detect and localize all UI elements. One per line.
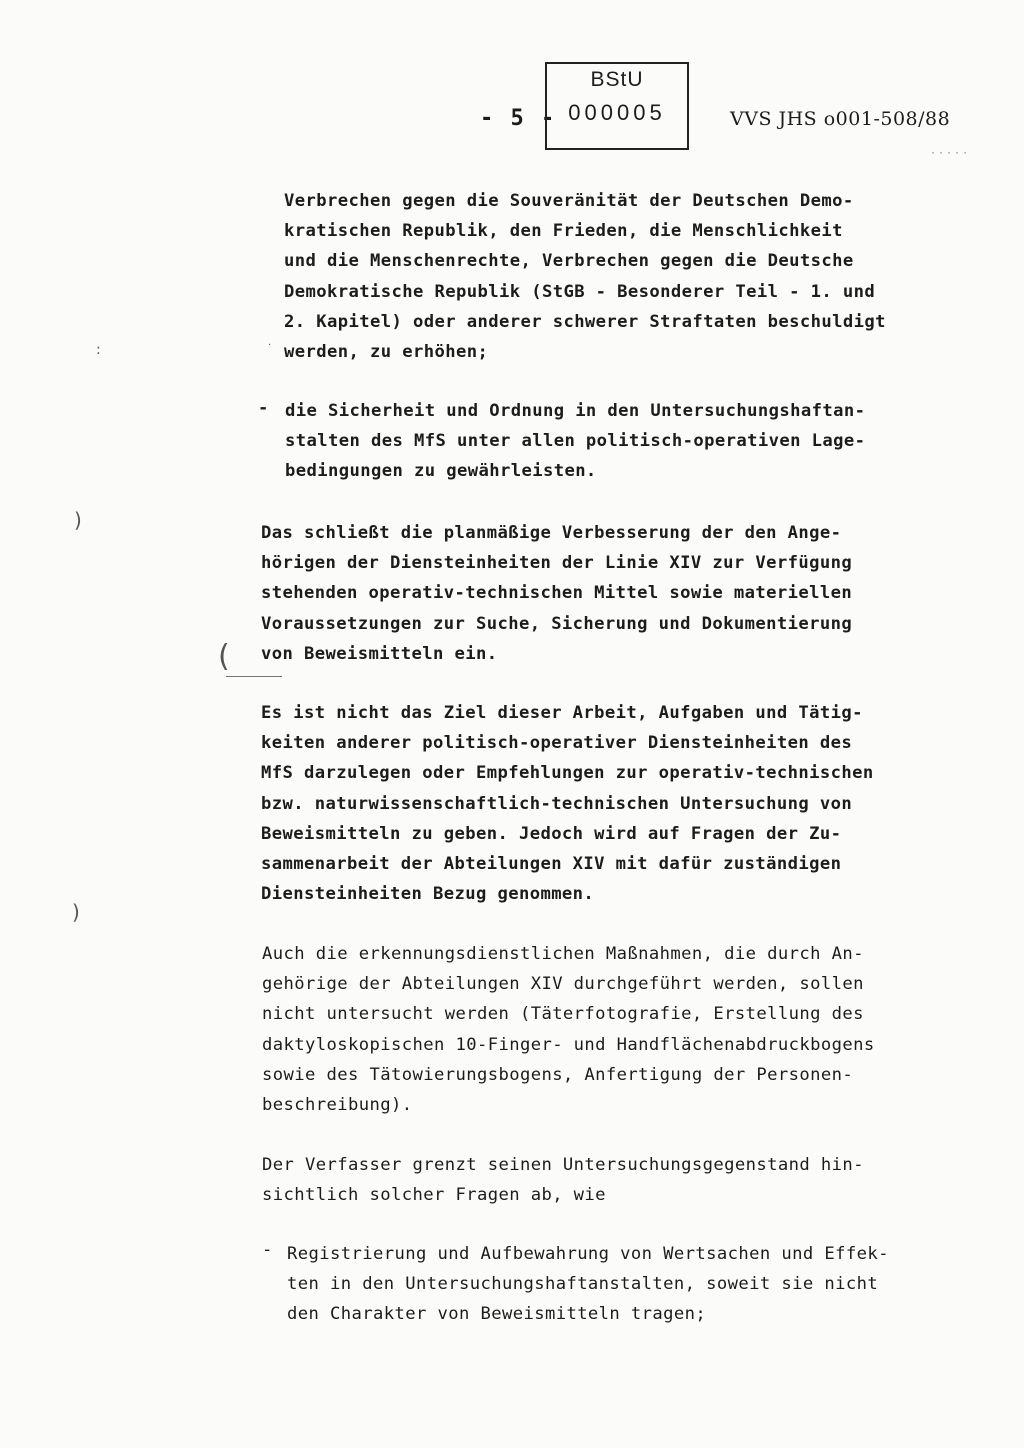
bullet-item [285, 396, 865, 487]
text-line: und die Menschenrechte, Verbrechen gegen die Deutsche [284, 251, 854, 272]
document-reference: VVS JHS o001-508/88 [730, 108, 951, 130]
text-line: 2. Kapitel) oder anderer schwerer Straftaten beschuldigt [284, 311, 886, 332]
bullet-item [287, 1239, 889, 1330]
text-line: werden, zu erhöhen; [284, 342, 489, 363]
text-line: stalten des MfS unter allen politisch-operativen Lage- [285, 431, 866, 452]
bullet-dash: - [262, 1240, 273, 1260]
paragraph [261, 698, 874, 909]
margin-stroke-mark [226, 676, 282, 677]
text-line: Registrierung und Aufbewahrung von Wertsachen und Effek- [287, 1244, 889, 1264]
text-line: Es ist nicht das Ziel dieser Arbeit, Aufgaben und Tätig- [261, 703, 863, 723]
paragraph [261, 518, 852, 669]
text-line: sichtlich solcher Fragen ab, wie [262, 1185, 606, 1206]
text-line: ten in den Untersuchungshaftanstalten, soweit sie nicht [287, 1274, 879, 1295]
page-number: - 5 - [480, 106, 557, 131]
stamp-number: 000005 [568, 100, 666, 125]
text-line: die Sicherheit und Ordnung in den Untersuchungshaftan- [285, 401, 866, 421]
text-line: Diensteinheiten Bezug genommen. [261, 884, 595, 905]
text-line: gehörige der Abteilungen XIV durchgeführt werden, sollen [262, 974, 864, 995]
margin-paren-mark: ) [72, 900, 80, 924]
text-line: Demokratische Republik (StGB - Besonderer Teil - 1. und [284, 281, 876, 302]
text-line: Auch die erkennungsdienstlichen Maßnahmen, die durch An- [262, 944, 864, 964]
text-line: Der Verfasser grenzt seinen Untersuchungsgegenstand hin- [262, 1155, 864, 1175]
scan-speckle: ····· [930, 148, 971, 159]
stamp-label: BStU [590, 68, 644, 91]
text-line: Das schließt die planmäßige Verbesserung der den Ange- [261, 523, 842, 543]
text-line: daktyloskopischen 10-Finger- und Handflächenabdruckbogens [262, 1034, 875, 1055]
bullet-dash: - [258, 398, 269, 418]
paragraph-continuation [284, 186, 886, 367]
text-line: Voraussetzungen zur Suche, Sicherung und Dokumentierung [261, 613, 853, 634]
text-line: sowie des Tätowierungsbogens, Anfertigung der Personen- [262, 1064, 854, 1085]
margin-dot-mark: · [268, 340, 272, 351]
margin-bracket-mark: ( [218, 639, 230, 674]
text-line: hörigen der Diensteinheiten der Linie XIV zur Verfügung [261, 553, 853, 574]
paragraph [262, 939, 875, 1120]
archive-stamp [545, 62, 689, 150]
text-line: sammenarbeit der Abteilungen XIV mit dafür zuständigen [261, 854, 842, 875]
text-line: den Charakter von Beweismitteln tragen; [287, 1304, 707, 1325]
text-line: Beweismitteln zu geben. Jedoch wird auf Fragen der Zu- [261, 823, 842, 844]
text-line: stehenden operativ-technischen Mittel sowie materiellen [261, 583, 853, 604]
margin-dot-mark: : [96, 342, 101, 358]
text-line: von Beweismitteln ein. [261, 643, 498, 664]
paragraph [262, 1150, 864, 1210]
margin-paren-mark: ) [74, 508, 82, 532]
text-line: Verbrechen gegen die Souveränität der Deutschen Demo- [284, 191, 854, 211]
text-line: kratischen Republik, den Frieden, die Menschlichkeit [284, 221, 843, 242]
text-line: nicht untersucht werden (Täterfotografie, Erstellung des [262, 1004, 864, 1025]
text-line: bedingungen zu gewährleisten. [285, 461, 597, 482]
text-line: keiten anderer politisch-operativer Diensteinheiten des [261, 733, 853, 754]
text-line: beschreibung). [262, 1095, 413, 1116]
text-line: bzw. naturwissenschaftlich-technischen Untersuchung von [261, 793, 853, 814]
text-line: MfS darzulegen oder Empfehlungen zur operativ-technischen [261, 763, 874, 784]
